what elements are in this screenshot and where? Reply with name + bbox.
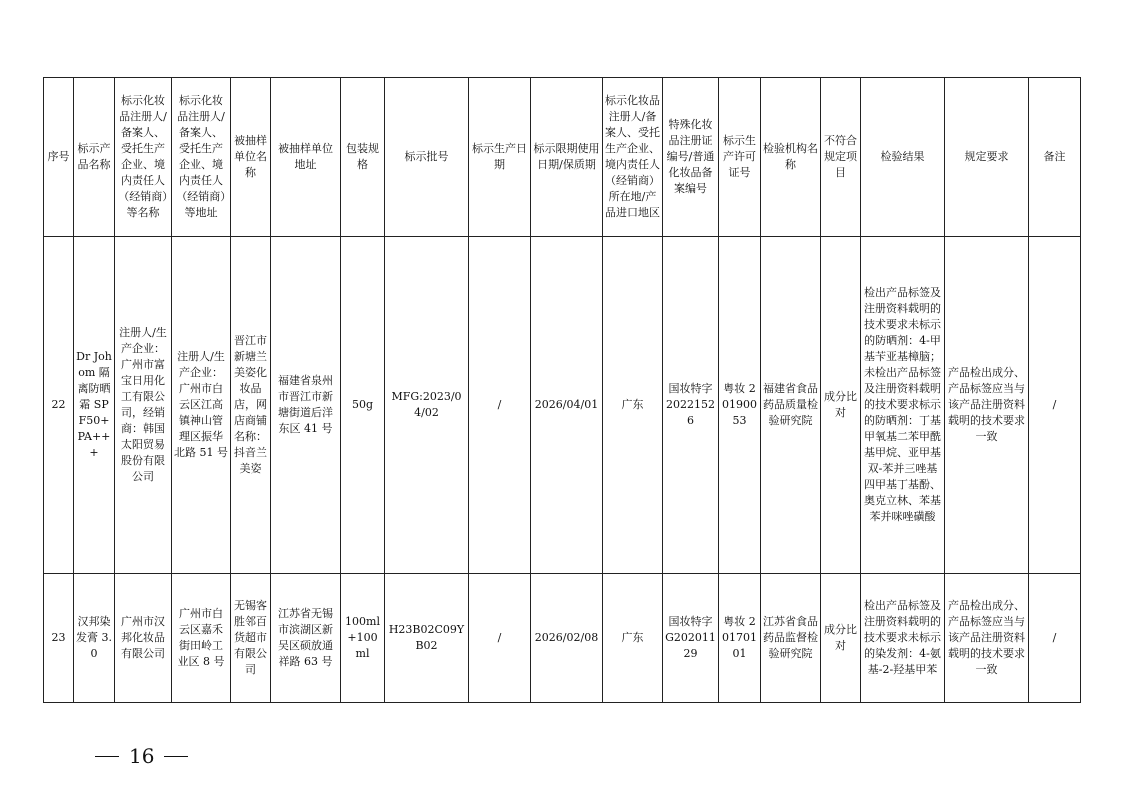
cell-sampled-unit: 无锡客胜邻百货超市有限公司 [231,574,271,703]
cell-expiry: 2026/04/01 [531,237,603,574]
cell-expiry: 2026/02/08 [531,574,603,703]
cell-agency: 福建省食品药品质量检验研究院 [761,237,821,574]
cell-prod-date: / [469,237,531,574]
header-result: 检验结果 [861,78,945,237]
cell-product: 汉邦染发膏 3.0 [74,574,115,703]
cell-agency: 江苏省食品药品监督检验研究院 [761,574,821,703]
cell-license: 粤妆 20190053 [719,237,761,574]
header-sampled-address: 被抽样单位地址 [271,78,341,237]
header-region: 标示化妆品注册人/备案人、受托生产企业、境内责任人（经销商）所在地/产品进口地区 [603,78,663,237]
cell-note: / [1029,574,1081,703]
cell-company: 注册人/生产企业：广州市富宝日用化工有限公司，经销商：韩国太阳贸易股份有限公司 [115,237,172,574]
cell-batch: H23B02C09YB02 [385,574,469,703]
page-number: 16 [129,744,155,768]
header-no: 序号 [44,78,74,237]
cell-item: 成分比对 [821,237,861,574]
cell-no: 23 [44,574,74,703]
header-reg-no: 特殊化妆品注册证编号/普通化妆品备案编号 [663,78,719,237]
cell-product: Dr Johom 隔离防晒霜 SPF50+ PA+++ [74,237,115,574]
cell-item: 成分比对 [821,574,861,703]
header-company-address: 标示化妆品注册人/备案人、受托生产企业、境内责任人（经销商）等地址 [172,78,231,237]
cell-requirement: 产品检出成分、产品标签应当与该产品注册资料载明的技术要求一致 [945,574,1029,703]
table-row [44,237,1081,574]
cell-region: 广东 [603,574,663,703]
header-product: 标示产品名称 [74,78,115,237]
header-company: 标示化妆品注册人/备案人、受托生产企业、境内责任人（经销商）等名称 [115,78,172,237]
cell-prod-date: / [469,574,531,703]
header-prod-date: 标示生产日期 [469,78,531,237]
header-row [44,78,1081,237]
cell-region: 广东 [603,237,663,574]
cell-company-address: 注册人/生产企业：广州市白云区江高镇神山管理区振华北路 51 号 [172,237,231,574]
header-item: 不符合规定项目 [821,78,861,237]
cell-result: 检出产品标签及注册资料载明的技术要求未标示的染发剂：4-氨基-2-羟基甲苯 [861,574,945,703]
page-footer [95,744,188,768]
cell-no: 22 [44,237,74,574]
cell-sampled-unit: 晋江市新塘兰美姿化妆品店，网店商铺名称：抖音兰美姿 [231,237,271,574]
cell-company-address: 广州市白云区嘉禾街田岭工业区 8 号 [172,574,231,703]
cell-sampled-address: 福建省泉州市晋江市新塘街道后洋东区 41 号 [271,237,341,574]
cell-note: / [1029,237,1081,574]
footer-dash-right [164,756,188,757]
cell-requirement: 产品检出成分、产品标签应当与该产品注册资料载明的技术要求一致 [945,237,1029,574]
cell-result: 检出产品标签及注册资料载明的技术要求未标示的防晒剂：4-甲基苄亚基樟脑；未检出产品标签及注册资料载明的技术要求标示的防晒剂：丁基甲氧基二苯甲酰基甲烷、亚甲基双-苯并三唑基四甲基丁基酚、奥克立林、苯基苯并咪唑磺酸 [861,237,945,574]
cell-license: 粤妆 20170101 [719,574,761,703]
cell-batch: MFG:2023/04/02 [385,237,469,574]
header-spec: 包装规格 [341,78,385,237]
header-expiry: 标示限期使用日期/保质期 [531,78,603,237]
cell-spec: 100ml+100ml [341,574,385,703]
header-batch: 标示批号 [385,78,469,237]
header-note: 备注 [1029,78,1081,237]
cell-spec: 50g [341,237,385,574]
footer-dash-left [95,756,119,757]
header-license: 标示生产许可证号 [719,78,761,237]
header-sampled-unit: 被抽样单位名称 [231,78,271,237]
table-row [44,574,1081,703]
inspection-table [43,77,1081,703]
header-agency: 检验机构名称 [761,78,821,237]
cell-reg-no: 国妆特字 20221526 [663,237,719,574]
cell-company: 广州市汉邦化妆品有限公司 [115,574,172,703]
cell-sampled-address: 江苏省无锡市滨湖区新吴区硕放通祥路 63 号 [271,574,341,703]
cell-reg-no: 国妆特字 G20201129 [663,574,719,703]
header-requirement: 规定要求 [945,78,1029,237]
